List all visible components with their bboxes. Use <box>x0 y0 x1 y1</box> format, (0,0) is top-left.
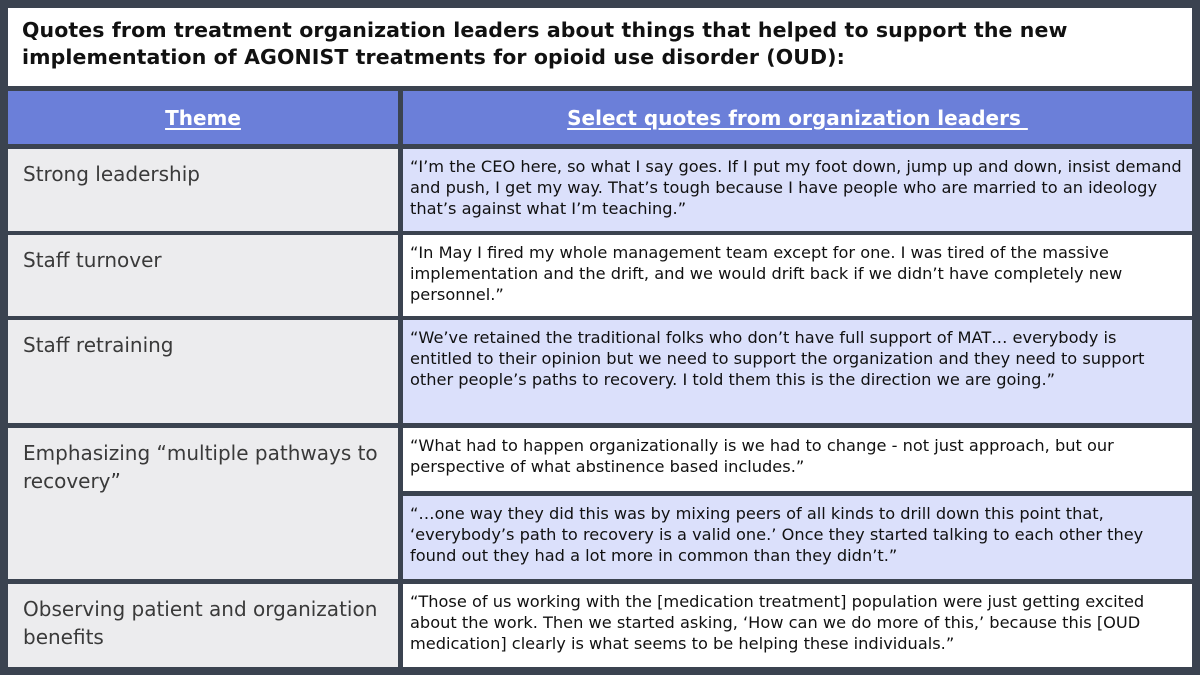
quote-cell-staff-turnover: “In May I fired my whole management team except for one. I was tired of the massive implementation and the drift, and we would drift back if we didn’t have completely new personnel.” <box>403 235 1192 316</box>
quote-cell-multiple-pathways-2: “…one way they did this was by mixing peers of all kinds to drill down this point that, ‘everybody’s path to recovery is a valid one.’ Once they started talking to each other they found out they had a lot more in common than they didn’t.” <box>403 496 1192 579</box>
theme-cell-staff-turnover: Staff turnover <box>8 235 398 316</box>
header-quotes: Select quotes from organization leaders <box>403 91 1192 144</box>
quote-cell-observing-benefits: “Those of us working with the [medication treatment] population were just getting excited about the work. Then we started asking, ‘How can we do more of this,’ because this [OUD medication] clearly is what seems to be helping these individuals.” <box>403 584 1192 667</box>
quote-cell-strong-leadership: “I’m the CEO here, so what I say goes. If I put my foot down, jump up and down, insist demand and push, I get my way. That’s tough because I have people who are married to an ideology that’s against what I’m teaching.” <box>403 149 1192 231</box>
page-title: Quotes from treatment organization leaders about things that helped to support the new implementation of AGONIST treatments for opioid use disorder (OUD): <box>22 18 1068 69</box>
quote-cell-staff-retraining: “We’ve retained the traditional folks who don’t have full support of MAT… everybody is entitled to their opinion but we need to support the organization and they need to support other people’s paths to recovery. I told them this is the direction we are going.” <box>403 320 1192 423</box>
quote-cell-multiple-pathways-1: “What had to happen organizationally is we had to change - not just approach, but our perspective of what abstinence based includes.” <box>403 428 1192 491</box>
theme-cell-observing-benefits: Observing patient and organization benefits <box>8 584 398 667</box>
header-theme: Theme <box>8 91 398 144</box>
title-box <box>8 8 1192 86</box>
theme-cell-strong-leadership: Strong leadership <box>8 149 398 231</box>
slide-frame <box>8 8 1192 667</box>
theme-cell-multiple-pathways: Emphasizing “multiple pathways to recovery” <box>8 428 398 579</box>
theme-cell-staff-retraining: Staff retraining <box>8 320 398 423</box>
